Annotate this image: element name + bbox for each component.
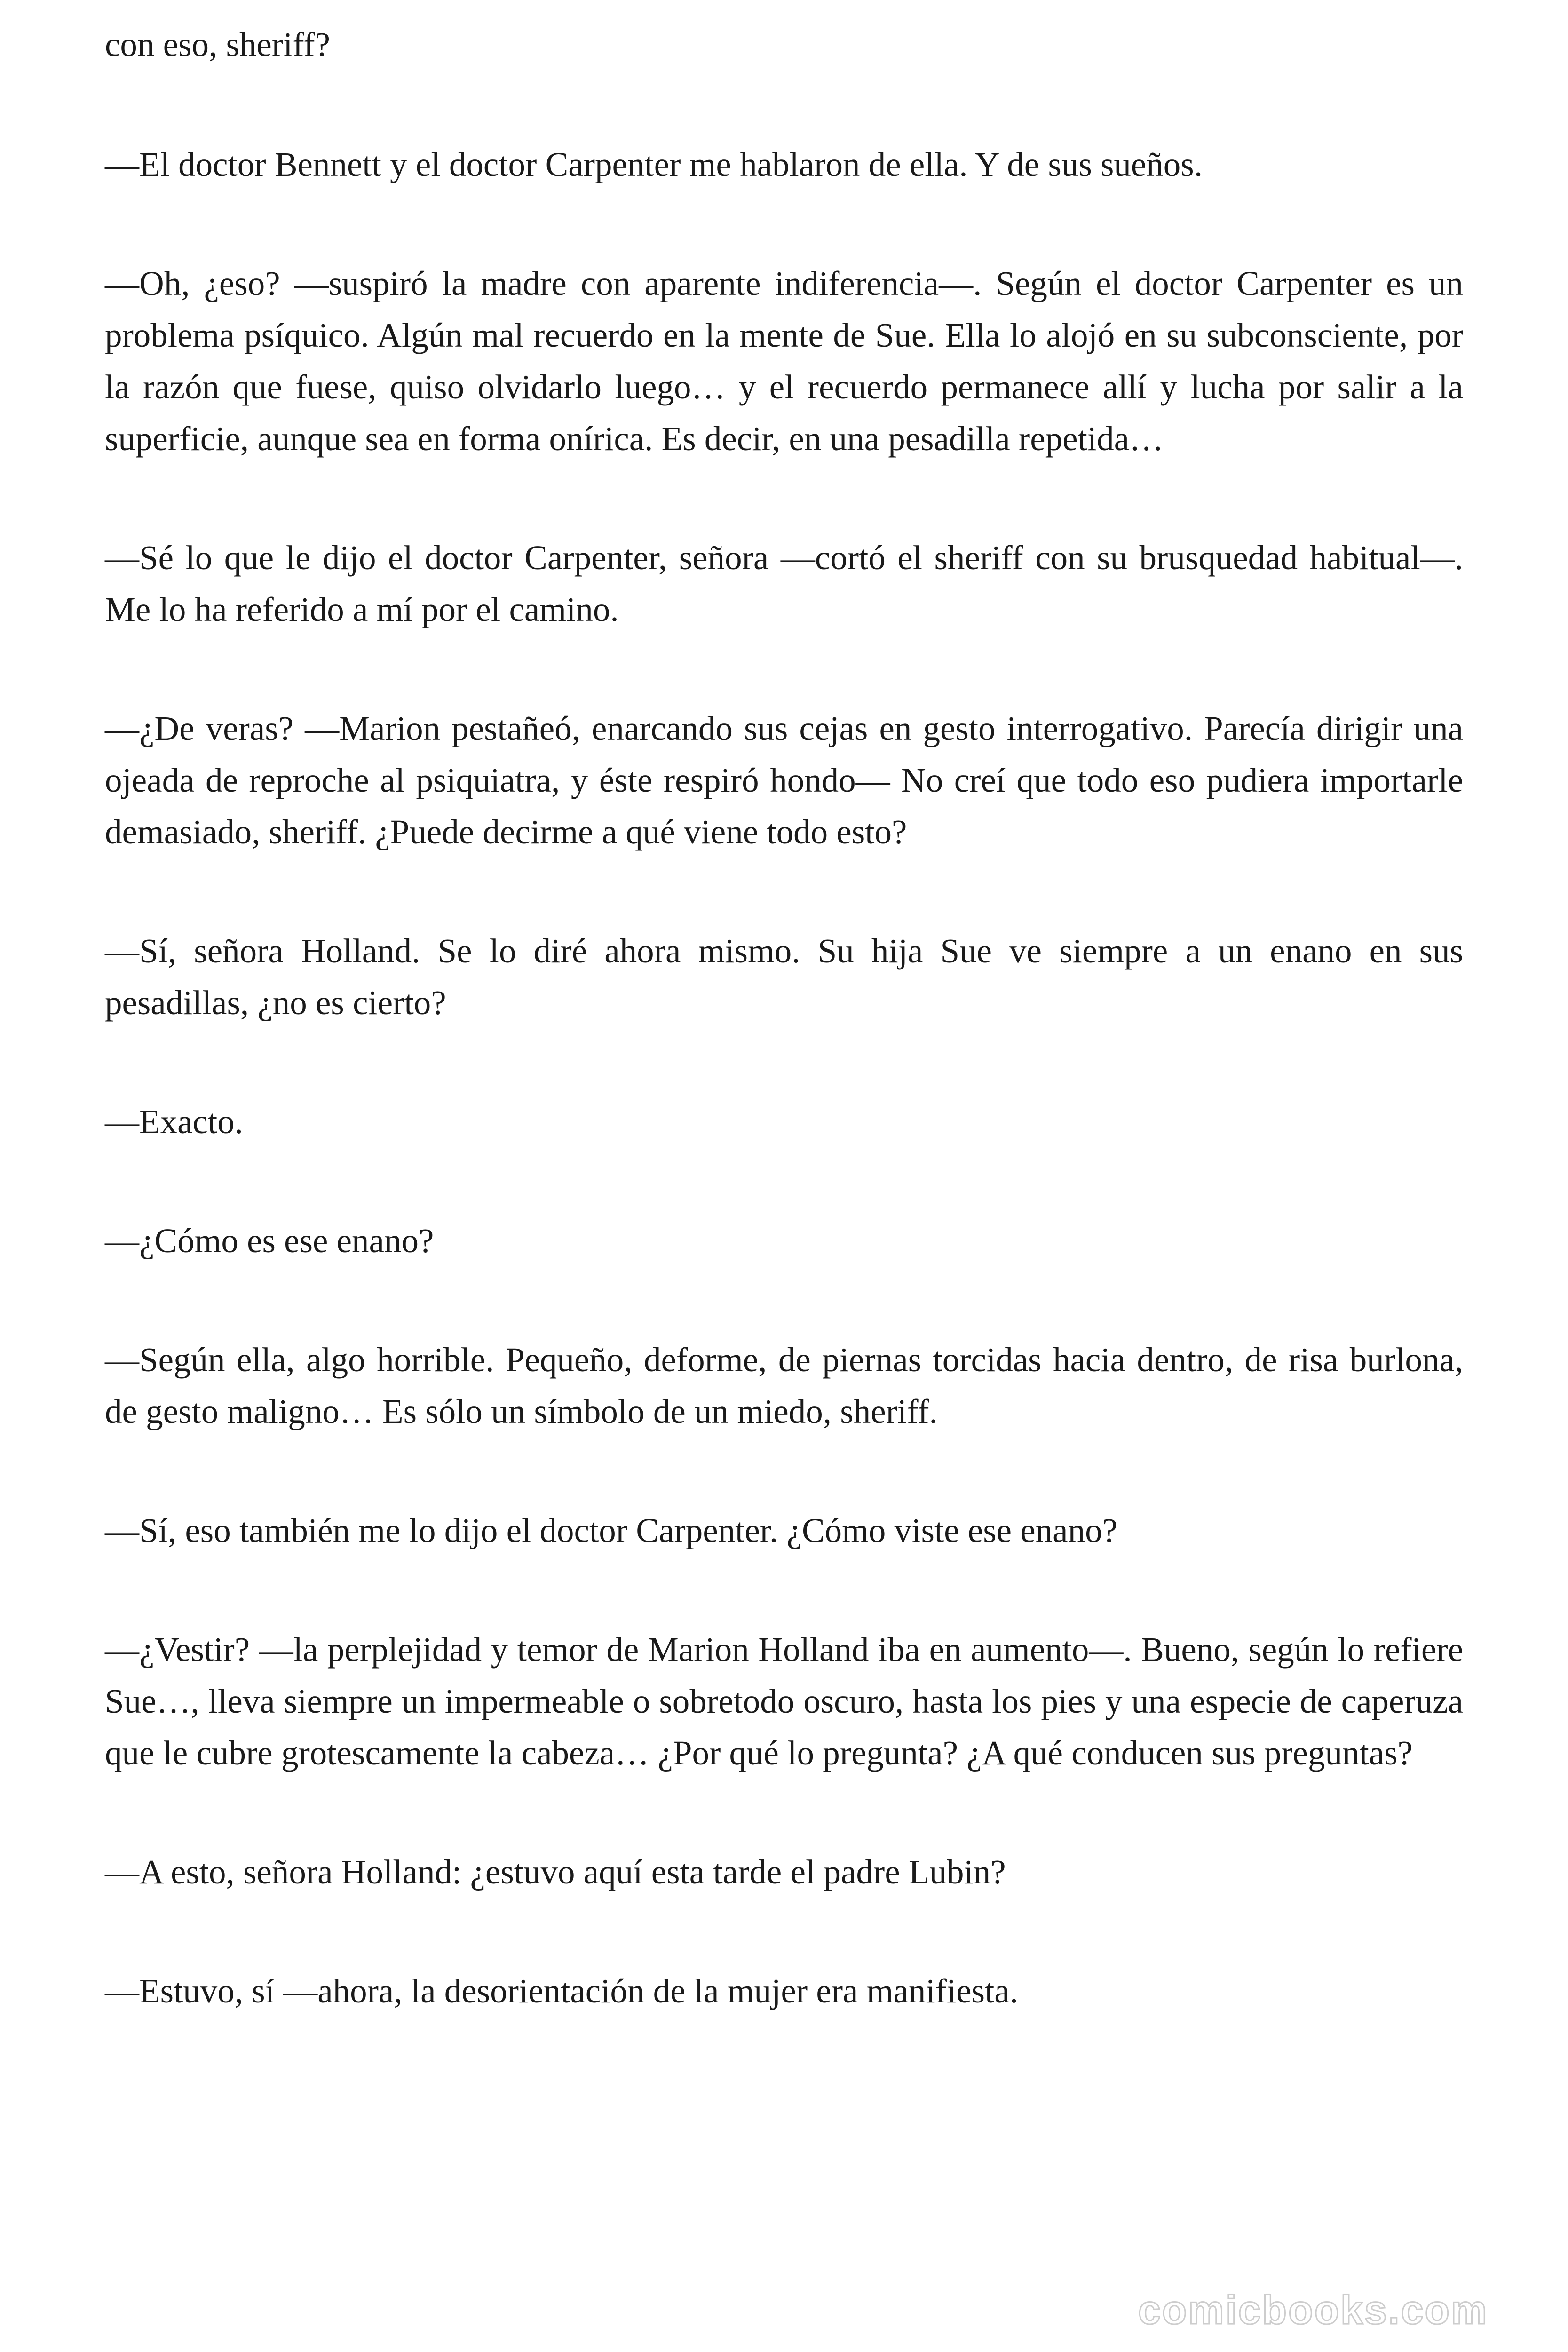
paragraph-7: —Exacto. <box>105 1103 243 1141</box>
paragraph-6: —Sí, señora Holland. Se lo diré ahora mismo. Su hija Sue ve siempre a un enano en sus pesadillas, ¿no es cierto? <box>105 932 1463 1022</box>
document-page <box>105 19 1463 2084</box>
paragraph-12: —A esto, señora Holland: ¿estuvo aquí esta tarde el padre Lubin? <box>105 1853 1006 1891</box>
paragraph-3: —Oh, ¿eso? —suspiró la madre con aparente indiferencia—. Según el doctor Carpenter es un problema psíquico. Algún mal recuerdo en la mente de Sue. Ella lo alojó en su subconsciente, por la razón que fuese, quiso olvidarlo luego… y el recuerdo permanece allí y lucha por salir a la superficie, aunque sea en forma onírica. Es decir, en una pesadilla repetida… <box>105 264 1463 458</box>
paragraph-10: —Sí, eso también me lo dijo el doctor Carpenter. ¿Cómo viste ese enano? <box>105 1511 1117 1549</box>
paragraph-5: —¿De veras? —Marion pestañeó, enarcando sus cejas en gesto interrogativo. Parecía dirigir una ojeada de reproche al psiquiatra, y éste respiró hondo— No creí que todo eso pudiera importarle demasiado, sheriff. ¿Puede decirme a qué viene todo esto? <box>105 709 1463 851</box>
paragraph-13: —Estuvo, sí —ahora, la desorientación de la mujer era manifiesta. <box>105 1972 1018 2010</box>
paragraph-9: —Según ella, algo horrible. Pequeño, deforme, de piernas torcidas hacia dentro, de risa burlona, de gesto maligno… Es sólo un símbolo de un miedo, sheriff. <box>105 1341 1463 1430</box>
paragraph-8: —¿Cómo es ese enano? <box>105 1222 434 1260</box>
watermark: comicbooks.com <box>1138 2288 1489 2333</box>
paragraph-4: —Sé lo que le dijo el doctor Carpenter, señora —cortó el sheriff con su brusquedad habitual—. Me lo ha referido a mí por el camino. <box>105 539 1463 628</box>
paragraph-1: con eso, sheriff? <box>105 25 331 64</box>
paragraph-2: —El doctor Bennett y el doctor Carpenter me hablaron de ella. Y de sus sueños. <box>105 145 1203 183</box>
paragraph-11: —¿Vestir? —la perplejidad y temor de Marion Holland iba en aumento—. Bueno, según lo refiere Sue…, lleva siempre un impermeable o sobretodo oscuro, hasta los pies y una especie de caperuza que le cubre grotescamente la cabeza… ¿Por qué lo pregunta? ¿A qué conducen sus preguntas? <box>105 1630 1463 1772</box>
